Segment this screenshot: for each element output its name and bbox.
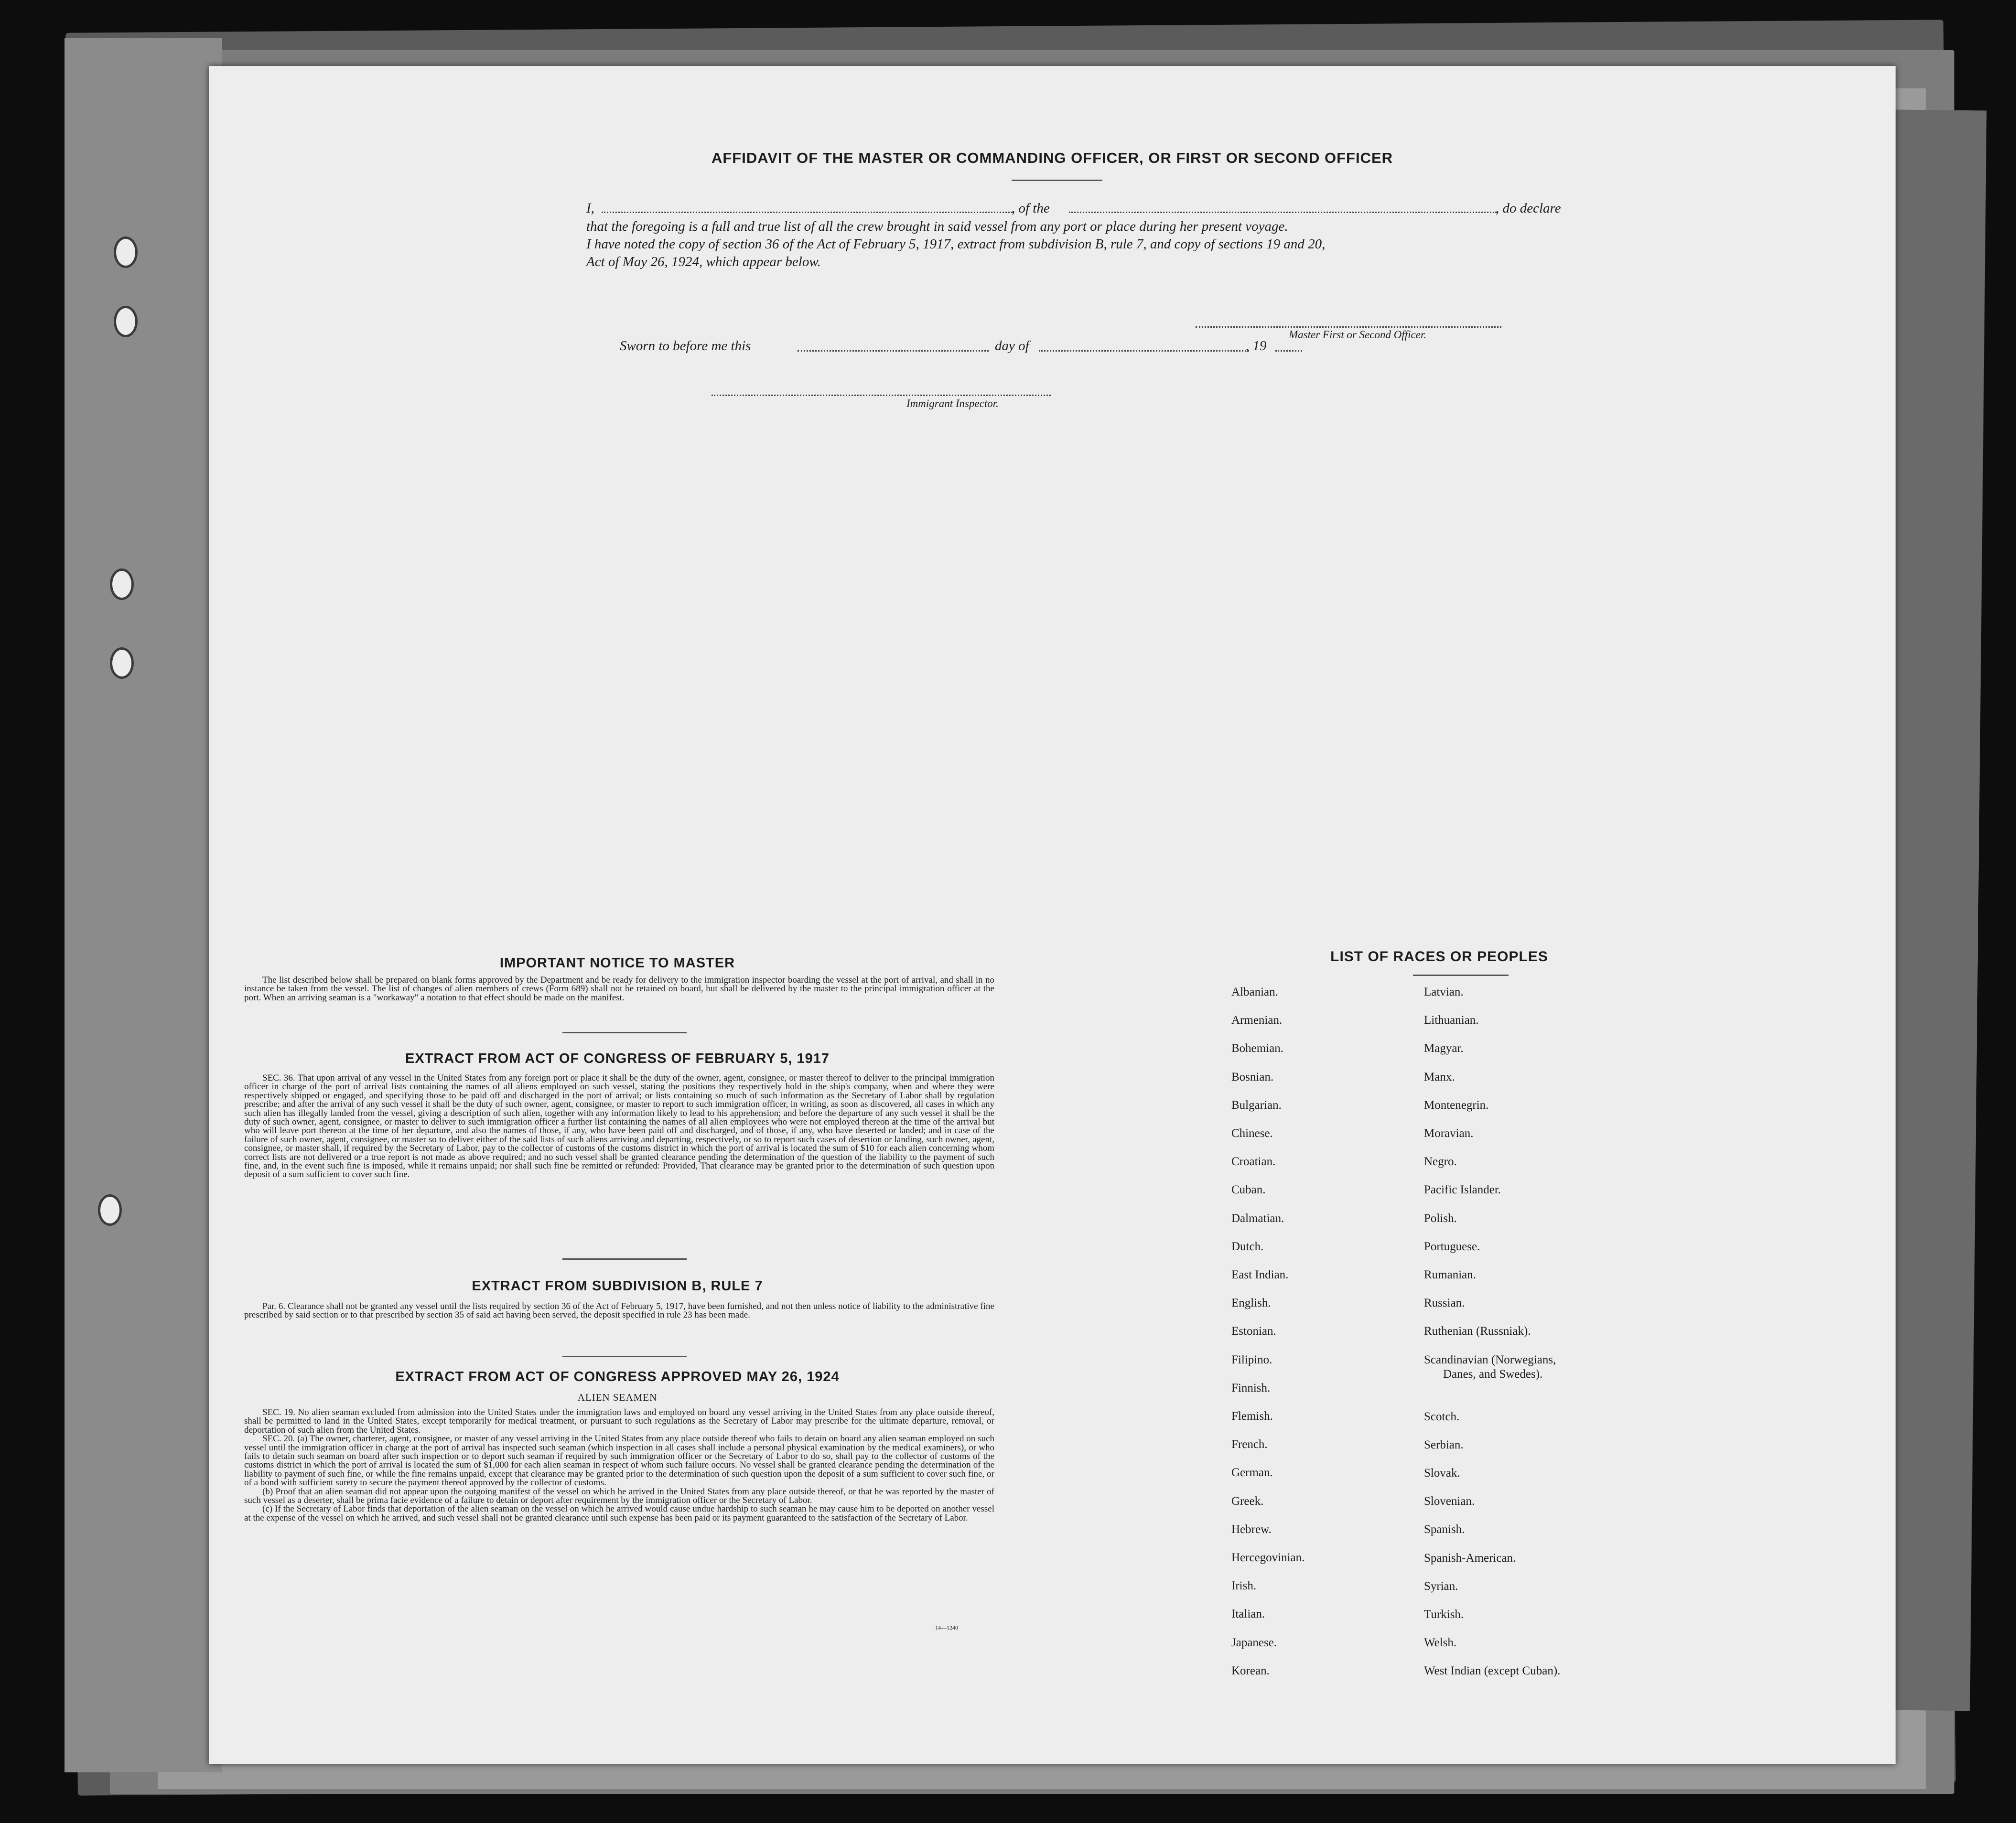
race-item: Greek.	[1231, 1494, 1264, 1508]
inspector-signature-field[interactable]	[712, 395, 1051, 396]
extract-1917-text: SEC. 36. That upon arrival of any vessel in the United States from any foreign port or place it shall be the duty of the owner, agent, consignee, or master thereof to deliver to the principal immigration officer in charge of the port of arrival lists containing the names of all aliens employed on such vessel, stating the positions they respectively hold in the ship's company, when and where they were respectively shipped or engaged, and specifying those to be paid off and discharged in the port of arrival; or lists containing so much of such information as the Secretary of Labor shall by regulation prescribe; and after the arrival of any such vessel it shall be the duty of such owner, agent, consignee, or master to report to such immigration officer, in writing, as soon as discovered, all cases in which any such alien has illegally landed from the vessel, giving a description of such alien, together with any information likely to lead to his apprehension; and before the departure of any such vessel it shall be the duty of such owner, agent, consignee, or master to deliver to such immigration officer a further list containing the names of all alien employees who were not employed thereon at the time of the arrival but who will leave port thereon at the time of her departure, and also the names of those, if any, who have been paid off and discharged, and of those, if any, who have deserted or landed; and in case of the failure of such owner, agent, consignee, or master so to deliver either of the said lists of such aliens arriving and departing, respectively, or so to report such cases of desertion or landing, such owner, agent, consignee, or master shall, if required by the Secretary of Labor, pay to the collector of customs of the customs district in which the port of arrival is located the sum of $10 for each alien concerning whom correct lists are not delivered or a true report is not made as above required; and no such vessel shall be granted clearance pending the determination of the question of the liability to the payment of such fine, and, in the event such fine is imposed, while it remains unpaid; nor shall such fine be remitted or refunded: Provided, That clearance may be granted prior to the determination of such question upon deposit of a sum sufficient to cover such fine.	[244, 1073, 994, 1180]
race-item: Spanish-American.	[1424, 1551, 1516, 1565]
race-item: Rumanian.	[1424, 1268, 1477, 1281]
alien-seamen-subtitle: ALIEN SEAMEN	[577, 1392, 658, 1403]
race-item: German.	[1231, 1466, 1273, 1480]
race-item: Polish.	[1424, 1212, 1457, 1225]
races-title: LIST OF RACES OR PEOPLES	[1330, 949, 1548, 965]
race-item: Turkish.	[1424, 1608, 1464, 1621]
race-item: Cuban.	[1231, 1183, 1266, 1197]
race-item: Chinese.	[1231, 1127, 1273, 1140]
affidavit-line-2: that the foregoing is a full and true list of all the crew brought in said vessel from any port or place during her present voyage.	[586, 219, 1288, 234]
race-item: Flemish.	[1231, 1410, 1273, 1423]
affidavit-title: AFFIDAVIT OF THE MASTER OR COMMANDING OFFICER, OR FIRST OR SECOND OFFICER	[711, 150, 1393, 166]
race-item: Irish.	[1231, 1579, 1257, 1593]
divider	[562, 1258, 687, 1260]
race-item: Montenegrin.	[1424, 1098, 1489, 1112]
form-number: 14—1240	[935, 1624, 958, 1631]
extract-rule7-text: Par. 6. Clearance shall not be granted any vessel until the lists required by section 36 of the Act of February 5, 1917, have been furnished, and not then unless notice of liability to the administrative fine prescribed by said section or to that prescribed by section 35 of said act having been served, the deposit specified in rule 23 has been made.	[244, 1301, 994, 1320]
race-item: Korean.	[1231, 1664, 1270, 1677]
race-item: Dutch.	[1231, 1240, 1264, 1253]
race-item: Hercegovinian.	[1231, 1551, 1305, 1564]
divider	[562, 1032, 687, 1033]
sec-20c-paragraph: (c) If the Secretary of Labor finds that deportation of the alien seaman on the vessel on which he arrived would cause undue hardship to such seaman he may cause him to be deported on another vessel at the expense of the vessel on which he arrived, and such vessel shall not be granted clearance until such expense has been paid or its payment guaranteed to the satisfaction of the Secretary of Labor.	[244, 1504, 994, 1523]
binder-hole	[98, 1194, 122, 1226]
race-item: Dalmatian.	[1231, 1212, 1284, 1225]
race-item: Syrian.	[1424, 1579, 1458, 1593]
race-item: East Indian.	[1231, 1268, 1289, 1281]
day-of-text: day of	[995, 338, 1029, 354]
of-the-text: , of the	[1012, 201, 1050, 216]
race-item: Bulgarian.	[1231, 1098, 1282, 1112]
divider	[1012, 180, 1102, 181]
binder-hole	[114, 306, 138, 337]
sworn-day-field[interactable]	[798, 350, 989, 352]
race-item: French.	[1231, 1438, 1268, 1451]
notice-title: IMPORTANT NOTICE TO MASTER	[499, 955, 735, 971]
year-text: , 19	[1246, 338, 1267, 354]
race-item: Welsh.	[1424, 1636, 1457, 1650]
sec-20a-paragraph: SEC. 20. (a) The owner, charterer, agent, consignee, or master of any vessel arriving in the United States from any place outside thereof who fails to detain on board any alien seaman employed on such vessel until the immigration officer in charge at the port of arrival has inspected such seaman (which inspection in all cases shall include a personal physical examination by the medical examiners), or who fails to detain such seaman on board after such inspection or to deport such seaman if required by such immigration officer or the Secretary of Labor to do so, shall pay to the collector of customs of the customs district in which the port of arrival is located the sum of $1,000 for each alien seaman in respect of whom such failure occurs. No vessel shall be granted clearance pending the determination of the liability to payment of such fine, or while the fine remains unpaid, except that clearance may be granted prior to the determination of such question upon the deposit of a sum sufficient to cover such fine, or of a bond with sufficient surety to secure the payment thereof approved by the collector of customs.	[244, 1434, 994, 1488]
race-item: Filipino.	[1231, 1353, 1272, 1366]
sec-20b-paragraph: (b) Proof that an alien seaman did not appear upon the outgoing manifest of the vessel on which he arrived in the United States from any place outside thereof, or that he was reported by the master of such vessel as a deserter, shall be prima facie evidence of a failure to detain or deport after requirement by the immigration officer or the Secretary of Labor.	[244, 1486, 994, 1506]
race-item: Bosnian.	[1231, 1070, 1274, 1083]
race-item: Portuguese.	[1424, 1240, 1480, 1253]
notice-text: The list described below shall be prepared on blank forms approved by the Department and be ready for delivery to the immigration inspector boarding the vessel at the port of arrival, and shall in no instance be taken from the vessel. The list of changes of alien members of crews (Form 689) shall not be retained on board, but shall be delivered by the master to the principal immigration officer at the port. When an arriving seaman is a "workaway" a notation to that effect should be made on the manifest.	[244, 975, 994, 1003]
race-item: Slovak.	[1424, 1467, 1460, 1480]
race-item: Croatian.	[1231, 1155, 1276, 1169]
extract-1917-title: EXTRACT FROM ACT OF CONGRESS OF FEBRUARY 5, 1917	[405, 1051, 830, 1066]
race-item: Negro.	[1424, 1155, 1457, 1169]
affidavit-line-4: Act of May 26, 1924, which appear below.	[586, 254, 821, 269]
sworn-text: Sworn to before me this	[620, 338, 751, 354]
extract-rule7-title: EXTRACT FROM SUBDIVISION B, RULE 7	[472, 1278, 763, 1294]
race-item: Serbian.	[1424, 1438, 1464, 1451]
binder-hole	[114, 236, 138, 268]
sworn-month-field[interactable]	[1039, 350, 1249, 352]
race-item: Lithuanian.	[1424, 1014, 1479, 1027]
race-item: Italian.	[1231, 1608, 1265, 1621]
declarant-name-field[interactable]	[602, 212, 1013, 213]
binding-strip	[65, 38, 222, 1772]
race-item: Scotch.	[1424, 1410, 1460, 1423]
race-item: Spanish.	[1424, 1523, 1465, 1536]
sworn-year-field[interactable]	[1275, 350, 1302, 352]
race-item: Bohemian.	[1231, 1042, 1284, 1055]
declarant-prefix: I,	[586, 201, 594, 216]
master-signature-label: Master First or Second Officer.	[1289, 329, 1427, 341]
master-signature-field[interactable]	[1196, 326, 1501, 328]
divider	[1413, 975, 1509, 976]
race-item: Hebrew.	[1231, 1523, 1272, 1536]
declare-text: , do declare	[1496, 201, 1561, 216]
race-item: Moravian.	[1424, 1127, 1474, 1140]
race-item: West Indian (except Cuban).	[1424, 1664, 1561, 1678]
divider	[562, 1356, 687, 1357]
binder-hole	[110, 568, 134, 600]
race-item: Estonian.	[1231, 1325, 1276, 1338]
race-item: Manx.	[1424, 1070, 1455, 1083]
binder-hole	[110, 647, 134, 679]
race-item: Pacific Islander.	[1424, 1183, 1501, 1197]
affidavit-page	[209, 66, 1896, 1764]
race-item: English.	[1231, 1297, 1271, 1310]
race-item: Slovenian.	[1424, 1495, 1475, 1508]
race-item: Ruthenian (Russniak).	[1424, 1325, 1531, 1338]
race-item: Japanese.	[1231, 1636, 1277, 1649]
race-item: Albanian.	[1231, 986, 1278, 998]
affidavit-line-3: I have noted the copy of section 36 of the Act of February 5, 1917, extract from subdivision B, rule 7, and copy of sections 19 and 20,	[586, 236, 1326, 252]
extract-1924-text	[244, 1408, 994, 1523]
race-item: Magyar.	[1424, 1042, 1464, 1055]
vessel-name-field[interactable]	[1069, 212, 1497, 213]
sec-19-paragraph: SEC. 19. No alien seaman excluded from admission into the United States under the immigration laws and employed on board any vessel arriving in the United States from any place outside thereof, shall be permitted to land in the United States, except temporarily for medical treatment, or pursuant to such regulations as the Secretary of Labor may prescribe for the ultimate departure, removal, or deportation of such alien from the United States.	[244, 1407, 994, 1435]
race-item: Russian.	[1424, 1297, 1465, 1310]
inspector-signature-label: Immigrant Inspector.	[906, 397, 999, 409]
extract-1924-title: EXTRACT FROM ACT OF CONGRESS APPROVED MAY 26, 1924	[395, 1369, 840, 1384]
race-item: Armenian.	[1231, 1014, 1283, 1027]
race-item: Danes, and Swedes).	[1443, 1367, 1543, 1381]
race-item: Latvian.	[1424, 986, 1464, 998]
race-item: Finnish.	[1231, 1381, 1271, 1394]
race-item: Scandinavian (Norwegians,	[1424, 1353, 1556, 1366]
